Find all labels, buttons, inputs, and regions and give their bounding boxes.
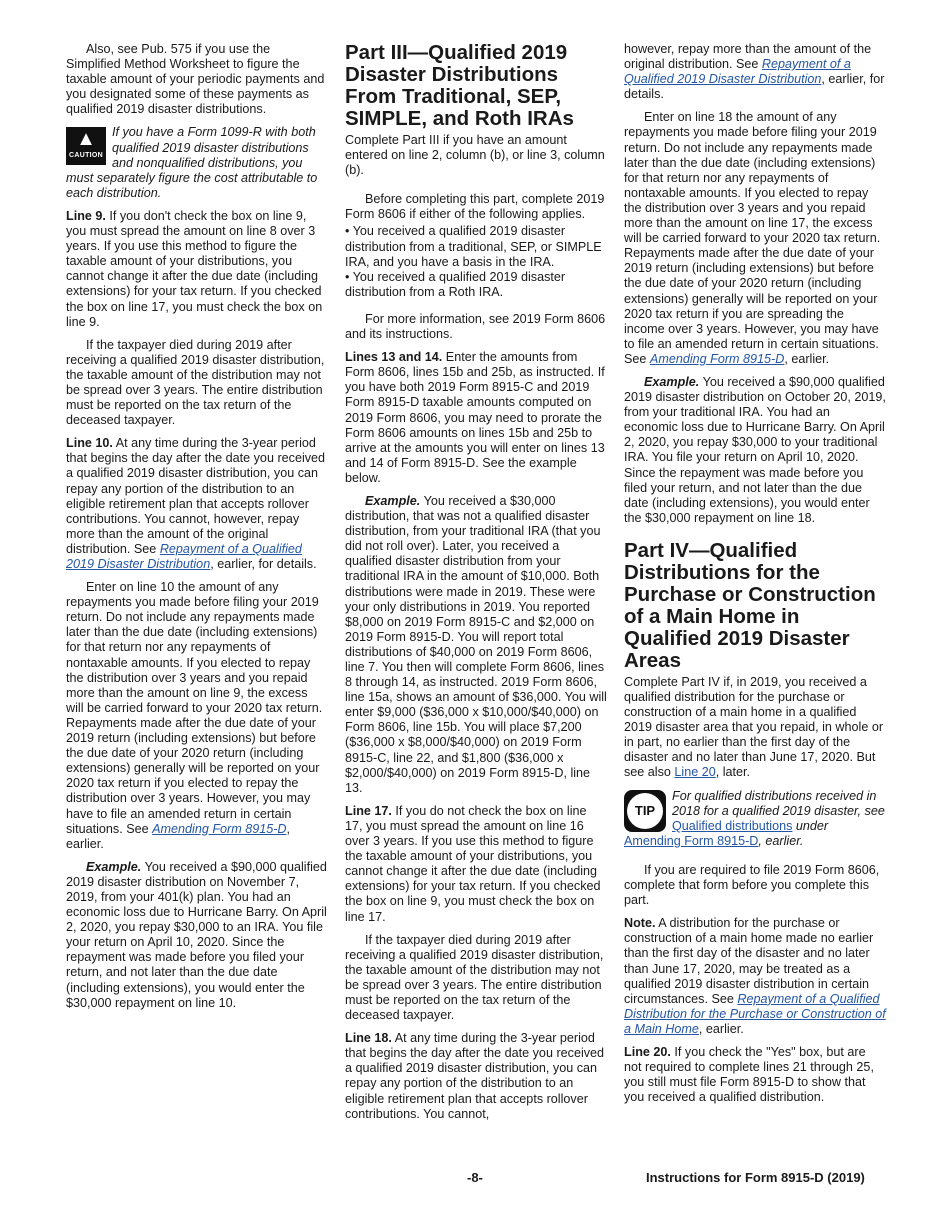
part3-intro: Complete Part III if you have an amount entered on line 2, column (b), or line 3, column (b). (345, 133, 605, 178)
part3-heading: Part III—Qualified 2019 Disaster Distributions From Traditional, SEP, SIMPLE, and Roth IRAs (345, 41, 574, 130)
example-text: You received a $30,000 distribution, that was not a qualified disaster distribution, from your traditional IRA (that you did not roll over). Later, you received a qualified disaster distribution from your traditional IRA in the amount of $10,000. Both distributions were made in 2019. These were your only distributions in 2019. You reported $8,000 on 2019 Form 8915-C and $2,000 on 2019 Form 8915-D. You will report total distributions of $40,000 on 2019 Form 8606, line 7. You then will complete Form 8606, lines 8 through 14, as instructed. 2019 Form 8606, line 15a, shows an amount of $36,000. You will enter $9,000 ($36,000 x $10,000/$40,000) on Form 8606, line 15b. You will place $7,200 ($36,000 x $8,000/$40,000) on 2019 Form 8915-C, line 22, and $1,800 ($36,000 x $2,000/$40,000) on 2019 Form 8915-D, line 13. (345, 493, 607, 795)
line18-text: At any time during the 3-year period that begins the day after the date you received a qualified 2019 disaster distribution, you can repay any portion of the distribution to an eligible retirement plan that accepts rollover contributions. You cannot, (345, 1031, 605, 1121)
deceased-paragraph: If the taxpayer died during 2019 after receiving a qualified 2019 disaster distribution, the taxable amount of the distribution may not be spread over 3 years. The entire distribution must be reported on the tax return of the deceased taxpayer. (66, 337, 325, 428)
amending-link[interactable]: Amending Form 8915-D (649, 351, 785, 366)
more-info-paragraph: For more information, see 2019 Form 8606 and its instructions. (345, 311, 606, 342)
amending-link[interactable]: Amending Form 8915-D (152, 821, 287, 836)
required-paragraph: If you are required to file 2019 Form 8606, complete that form before you complete this part. (624, 862, 880, 908)
example-text: You received a $90,000 qualified 2019 disaster distribution on October 20, 2019, from your traditional IRA. You had an economic loss due to Hurricane Barry. On April 2, 2020, you repay $30,000 to your traditional IRA. You file your return on April 10, 2020. Since the repayment was made before you filed your return, and not later than the due date (including extensions), you would enter the $30,000 repayment on line 18. (624, 374, 886, 525)
continued-paragraph: however, repay more than the amount of the original distribution. See Repayment of a Qualified 2019 Disaster Distribution, earlier, for details. (624, 42, 885, 102)
enter-line10-paragraph (66, 580, 328, 852)
repayment-link[interactable]: Repayment of a Qualified 2019 Disaster Distribution (624, 57, 851, 87)
example-paragraph (66, 860, 328, 1011)
pub575-paragraph: Also, see Pub. 575 if you use the Simplified Method Worksheet to figure the taxable amount of your periodic payments and you designated some of these payments as qualified 2019 disaster distributions. (66, 42, 325, 117)
tip-note: TIP For qualified distributions received in 2018 for a qualified 2019 disaster, see Qualified distributions under Amending Form 8915-D, earlier. (624, 788, 885, 848)
column-3 (624, 42, 886, 1113)
line10-heading: Line 10. (66, 436, 113, 451)
note-paragraph: Note. A distribution for the purchase or construction of a main home made no earlier than the first day of the disaster and no later than June 17, 2020, may be treated as a qualified 2019 disaster distribution in certain circumstances. See Repayment of a Qualified Distribution for the Purchase or Construction of a Main Home, earlier. (624, 916, 886, 1036)
line10-text: At any time during the 3-year period that begins the day after the date you received a qualified 2019 disaster distribution, you can repay any portion of the distribution to an eligible retirement plan that accepts rollover contributions. You cannot, however, repay more than the amount of the original distribution. See (66, 436, 326, 556)
bullet-list (345, 224, 607, 299)
qualified-distributions-link[interactable]: Qualified distributions (672, 818, 793, 833)
repayment-link[interactable]: Repayment of a Qualified 2019 Disaster Distribution (66, 541, 302, 571)
line9-text: If you don't check the box on line 9, you must spread the amount on line 8 over 3 years. If you use this method to figure the taxable amount of your distributions, you cannot change it after the due date (including extensions) for your tax return. If you checked the box on line 17, you must check the box on line 9. (66, 208, 323, 329)
line20-paragraph: Line 20. If you check the "Yes" box, but are not required to complete lines 21 through 25, you still must file Form 8915-D to show that you received a qualified distribution. (624, 1044, 874, 1105)
lines1314-heading: Lines 13 and 14. (345, 350, 443, 365)
example-paragraph (345, 494, 607, 796)
line9-heading: Line 9. (66, 208, 106, 223)
caution-text: If you have a Form 1099-R with both qualified 2019 disaster distributions and nonqualified distributions, you must separately figure the cost attributable to each distribution. (66, 125, 318, 200)
part4-intro: Complete Part IV if, in 2019, you received a qualified distribution for the purchase or construction of a main home in a qualified 2019 disaster area that you repaid, in whole or in part, no earlier than the first day of the disaster and no later than June 17, 2020. But see also Line 20, later. (624, 674, 884, 780)
line9-paragraph (66, 209, 328, 330)
line17-text: If you do not check the box on line 17, you must spread the amount on line 16 over 3 years. If you use this method to figure the taxable amount of your distributions, you cannot change it after the due date (including extensions) for your tax return. If you checked the box on line 9, you must check the box on line 17. (345, 803, 601, 924)
page-number: -8- (467, 1170, 483, 1185)
line10-tail: , earlier, for details. (210, 557, 317, 571)
line17-paragraph (345, 804, 607, 925)
column-1 (66, 42, 328, 1019)
example-heading: Example. (365, 493, 421, 508)
lines1314-text: Enter the amounts from Form 8606, lines 15b and 25b, as instructed. If you have both 2019 Form 8915-C and 2019 Form 8915-D taxable amounts computed on 2019 Form 8606, you may need to prorate the Form 8606 amounts on lines 15b and 25b to arrive at the amounts you will enter on lines 13 and 14 of Form 8915-D. See the example below. (345, 350, 605, 485)
enter-line10-tail: , earlier. (66, 821, 291, 851)
footer-title: Instructions for Form 8915-D (2019) (646, 1170, 865, 1185)
deceased-paragraph: If the taxpayer died during 2019 after receiving a qualified 2019 disaster distribution, the taxable amount of the distribution may not be spread over 3 years. The entire distribution must be reported on the tax return of the deceased taxpayer. (345, 932, 604, 1023)
line20-link[interactable]: Line 20 (674, 765, 716, 780)
before-completing-paragraph: Before completing this part, complete 2019 Form 8606 if either of the following applies. (345, 192, 605, 222)
list-item: • You received a qualified 2019 disaster distribution from a traditional, SEP, or SIMPLE IRA, and you have a basis in the IRA. (345, 224, 602, 269)
line18-paragraph (345, 1031, 607, 1122)
enter-line10-text: Enter on line 10 the amount of any repayments you made before filing your 2019 return. Do not include any repayments made later than the due date (including extensions) for that return nor any repayments of nontaxable amounts. If you elected to repay the distribution over 3 years and you repaid more than the amount on line 9, the excess will be carried forward to your 2020 tax return. Repayments made after the due date of your 2019 return (including extensions) but before the due date of your 2020 return (including extensions) generally will be reported on your 2020 tax return if you elected to repay the distribution over 3 years. However, you may have to file an amended return in certain situations. See (66, 580, 323, 836)
example-paragraph (624, 375, 886, 526)
enter-line18-paragraph: Enter on line 18 the amount of any repayments you made before filing your 2019 return. Do not include any repayments made later than the due date (including extensions) for that return nor any repayments of nontaxable amounts. If you elected to repay the distribution over 3 years and you repaid more than the amount on line 17, the excess will be carried forward to your 2020 tax return. Repayments made after the due date of your 2019 return (including extensions) but before the due date of your 2020 return (including extensions) generally will be reported on your 2020 tax return if you are spreading the income over 3 years. However, you may have to file an amended return in certain situations. See Amending Form 8915-D, earlier. (624, 110, 881, 366)
example-text: You received a $90,000 qualified 2019 disaster distribution on November 7, 2019, from your 401(k) plan. You had an economic loss due to Hurricane Barry. On April 2, 2020, you repay $30,000 to an IRA. You file your return on April 10, 2020. Since the repayment was made before you filed your return, and not later than the due date (including extensions), you would enter the $30,000 repayment on line 10. (66, 859, 327, 1010)
note-heading: Note. (624, 916, 656, 931)
caution-note (66, 125, 328, 200)
main-home-repayment-link[interactable]: Repayment of a Qualified Distribution for the Purchase or Construction of a Main Home (624, 991, 886, 1036)
tip-icon (624, 790, 666, 832)
line18-heading: Line 18. (345, 1031, 392, 1046)
caution-label: CAUTION (69, 152, 103, 160)
caution-icon: ▲ CAUTION (66, 127, 106, 165)
amending-link[interactable]: Amending Form 8915-D (624, 833, 759, 848)
line10-paragraph (66, 436, 328, 572)
line20-heading: Line 20. (624, 1044, 671, 1059)
list-item: • You received a qualified 2019 disaster distribution from a Roth IRA. (345, 269, 566, 299)
tip-label: TIP (627, 793, 663, 829)
part4-heading: Part IV—Qualified Distributions for the Purchase or Construction of a Main Home in Qualified 2019 Disaster Areas (624, 538, 876, 672)
line17-heading: Line 17. (345, 803, 392, 818)
lines1314-paragraph (345, 350, 607, 486)
example-heading: Example. (86, 859, 142, 874)
column-2 (345, 42, 607, 1130)
example-heading: Example. (644, 374, 700, 389)
